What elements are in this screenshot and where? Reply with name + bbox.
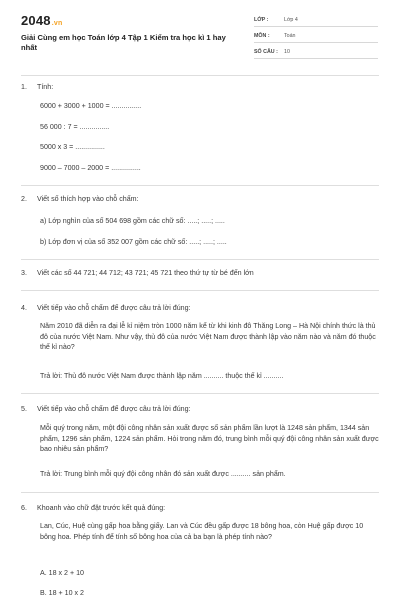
q2-line-a: a) Lớp nghìn của số 504 698 gồm các chữ số: .....; .....; ..... xyxy=(40,217,225,225)
q4-answer: Trả lời: Thủ đô nước Việt Nam được thành lập năm .......... thuộc thế kỉ .......... xyxy=(40,372,284,380)
q1-line-2: 56 000 : 7 = ............... xyxy=(40,123,110,131)
q5-paragraph: Mỗi quý trong năm, một đội công nhân sản xuất được số sản phẩm lần lượt là 1248 sản phẩm, 1344 sản phẩm, 1296 sản phẩm, 1224 sản phẩm. Hỏi trong năm đó, trung bình mỗi quý đội công nhân sản xuất được bao nhiêu sản phẩm? xyxy=(40,424,379,453)
meta-class: LỚP : Lớp 4 xyxy=(254,14,378,27)
q6-option-b[interactable]: B. 18 + 10 x 2 xyxy=(40,589,84,597)
q4-paragraph: Năm 2010 đã diễn ra đại lễ kỉ niệm tròn 1000 năm kể từ khi kinh đô Thăng Long – Hà Nội chính thức là thủ đô của nước Việt Nam. Như vậy, thủ đô của nước Việt Nam được thành lập vào năm nào và năm đó thuộc thế kỉ nào? xyxy=(40,322,376,351)
document-header xyxy=(0,0,400,62)
divider xyxy=(21,492,379,493)
q2-line-b: b) Lớp đơn vị của số 352 007 gồm các chữ số: .....; .....; ..... xyxy=(40,238,227,246)
q6-option-a[interactable]: A. 18 x 2 + 10 xyxy=(40,569,84,577)
document-title: Giải Cùng em học Toán lớp 4 Tập 1 Kiểm tra học kì 1 hay nhất xyxy=(21,33,226,52)
q1-line-3: 5000 x 3 = ............... xyxy=(40,143,105,151)
q1-line-1: 6000 + 3000 + 1000 = ............... xyxy=(40,102,142,110)
meta-question-count: SỐ CÂU : 10 xyxy=(254,46,378,59)
divider xyxy=(21,75,379,76)
divider xyxy=(21,185,379,186)
divider xyxy=(21,393,379,394)
divider xyxy=(21,259,379,260)
site-logo[interactable]: 2048.vn xyxy=(21,13,63,28)
q5-answer: Trả lời: Trung bình mỗi quý đội công nhân đó sản xuất được .......... sản phẩm. xyxy=(40,470,286,478)
meta-subject: MÔN : Toán xyxy=(254,30,378,43)
q6-paragraph: Lan, Cúc, Huệ cùng gấp hoa bằng giấy. Lan và Cúc đều gấp được 18 bông hoa, còn Huệ gấp được 10 bông hoa. Phép tính để tính số bông hoa của cả ba bạn là phép tính nào? xyxy=(40,522,364,541)
divider xyxy=(21,290,379,291)
q1-line-4: 9000 – 7000 – 2000 = ............... xyxy=(40,164,141,172)
